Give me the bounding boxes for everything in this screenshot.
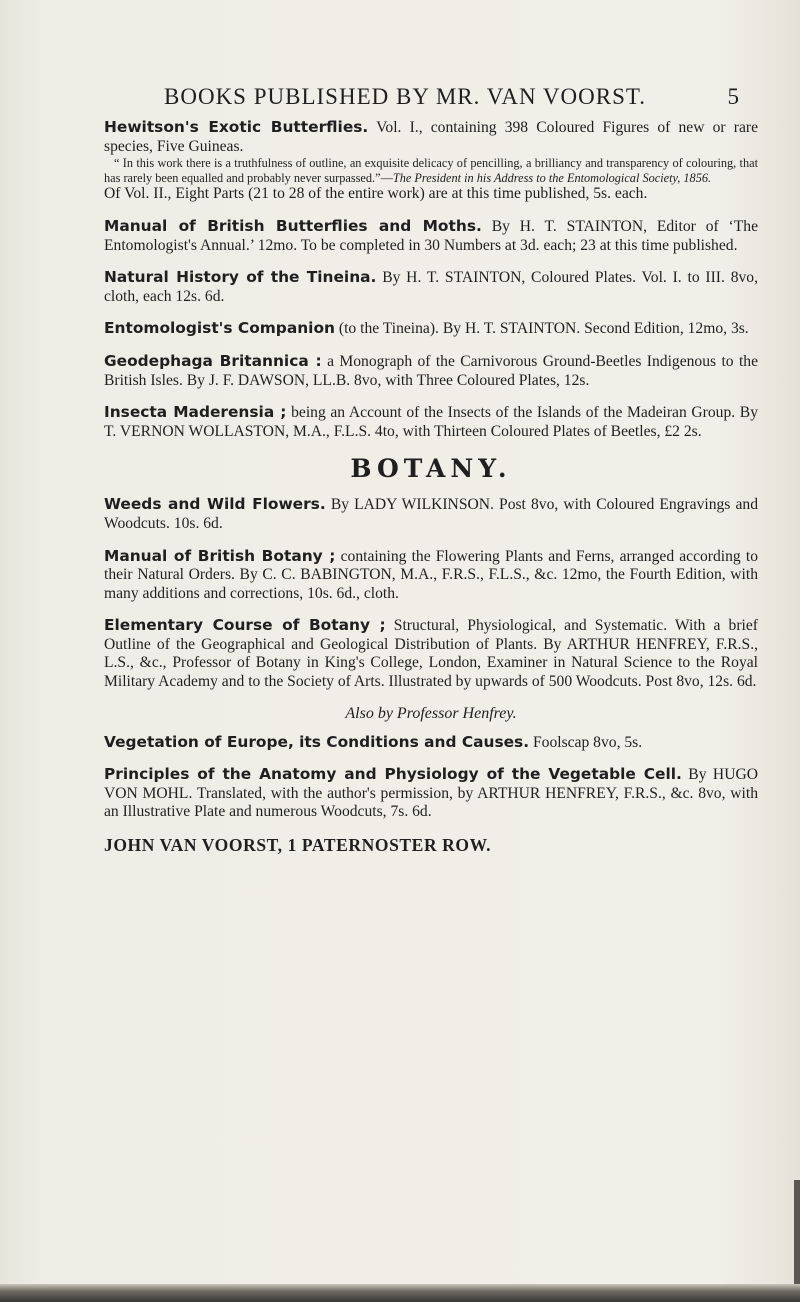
entry-text: By LADY WILKINSON. Post 8vo, with Coloured Engravings and Woodcuts. 10s. 6d.: [104, 496, 758, 532]
entry-text: Vol. I., containing 398 Coloured Figures of new or rare species, Five Guineas.: [104, 119, 759, 155]
section-heading-botany: BOTANY.: [350, 454, 512, 484]
entry-title: Entomologist's Companion: [104, 319, 335, 338]
entry-text: By H. T. STAINTON, Editor of ‘The Entomologist's Annual.’ 12mo. To be completed in 30 Numbers at 3d. each; 23 at this time published.: [104, 217, 758, 254]
entry-extra: Of Vol. II., Eight Parts (21 to 28 of the entire work) are at this time published, 5s. each.: [104, 185, 648, 203]
also-by-heading: Also by Professor Henfrey.: [345, 704, 517, 722]
running-header: [100, 84, 740, 110]
book-entry-manual-butterflies: [104, 217, 758, 255]
entry-text: (to the Tineina). By H. T. STAINTON. Second Edition, 12mo, 3s.: [338, 320, 749, 338]
book-entry-elementary-botany: [104, 616, 758, 691]
publisher-imprint: JOHN VAN VOORST, 1 PATERNOSTER ROW.: [104, 835, 492, 856]
page-edge-shadow: [794, 1180, 800, 1290]
book-entry-companion: [104, 319, 758, 339]
book-entry-geodephaga: [104, 352, 758, 390]
page-bottom-edge: [0, 1284, 800, 1302]
entry-text: Structural, Physiological, and Systematic. With a brief Outline of the Geographical and Geological Distribution of Plants. By ARTHUR HENFREY, F.R.S., L.S., &c., Professor of Botany in King's College, London, Examiner in Natural Science to the Royal Military Academy and to the Society of Arts. Illustrated by upwards of 500 Woodcuts. Post 8vo, 12s. 6d.: [104, 617, 758, 691]
entry-title: Manual of British Botany ;: [104, 546, 336, 565]
page-number: 5: [727, 84, 740, 109]
entry-title: Vegetation of Europe, its Conditions and Causes.: [104, 732, 530, 751]
entry-title: Geodephaga Britannica :: [104, 351, 322, 370]
entry-title: Principles of the Anatomy and Physiology of the Vegetable Cell.: [104, 765, 682, 784]
entry-text: containing the Flowering Plants and Ferns, arranged according to their Natural Orders. By C. C. BABINGTON, M.A., F.R.S., F.L.S., &c. 12mo, the Fourth Edition, with many additions and corrections, 10s. 6d., cloth.: [104, 547, 758, 602]
book-entry-insecta: [104, 403, 758, 441]
entry-title: Weeds and Wild Flowers.: [104, 495, 326, 514]
entry-text: being an Account of the Insects of the Islands of the Madeiran Group. By T. VERNON WOLLASTON, M.A., F.L.S. 4to, with Thirteen Coloured Plates of Beetles, £2 2s.: [104, 404, 758, 440]
entry-text: By HUGO VON MOHL. Translated, with the author's permission, by ARTHUR HENFREY, F.R.S., &c. 8vo, with an Illustrative Plate and numerous Woodcuts, 7s. 6d.: [104, 766, 758, 821]
book-entry-tineina: [104, 268, 758, 306]
running-title: BOOKS PUBLISHED BY MR. VAN VOORST.: [164, 84, 646, 109]
book-entry-weeds: [104, 495, 758, 533]
book-entry-principles: [104, 765, 758, 822]
book-entry-manual-botany: [104, 547, 758, 604]
page-content: [104, 118, 758, 856]
quote-text: “ In this work there is a truthfulness of outline, an exquisite delicacy of pencilling, a brilliancy and transparency of colouring, that has rarely been equalled and probably never surpassed.”—: [104, 156, 758, 185]
entry-title: Insecta Maderensia ;: [104, 403, 287, 422]
book-entry-hewitson: [104, 118, 758, 204]
book-entry-vegetation: [104, 733, 758, 753]
entry-text: By H. T. STAINTON, Coloured Plates. Vol. I. to III. 8vo, cloth, each 12s. 6d.: [104, 269, 758, 305]
entry-title: Natural History of the Tineina.: [104, 268, 377, 287]
entry-text: a Monograph of the Carnivorous Ground-Beetles Indigenous to the British Isles. By J. F. DAWSON, LL.B. 8vo, with Three Coloured Plates, 12s.: [104, 352, 758, 389]
entry-text: Foolscap 8vo, 5s.: [532, 733, 643, 751]
entry-title: Manual of British Butterflies and Moths.: [104, 216, 482, 235]
entry-title: Elementary Course of Botany ;: [104, 616, 386, 635]
entry-title: Hewitson's Exotic Butterflies.: [104, 118, 369, 136]
review-quote: [104, 156, 758, 185]
quote-attribution: The President in his Address to the Entomological Society, 1856.: [392, 170, 712, 185]
